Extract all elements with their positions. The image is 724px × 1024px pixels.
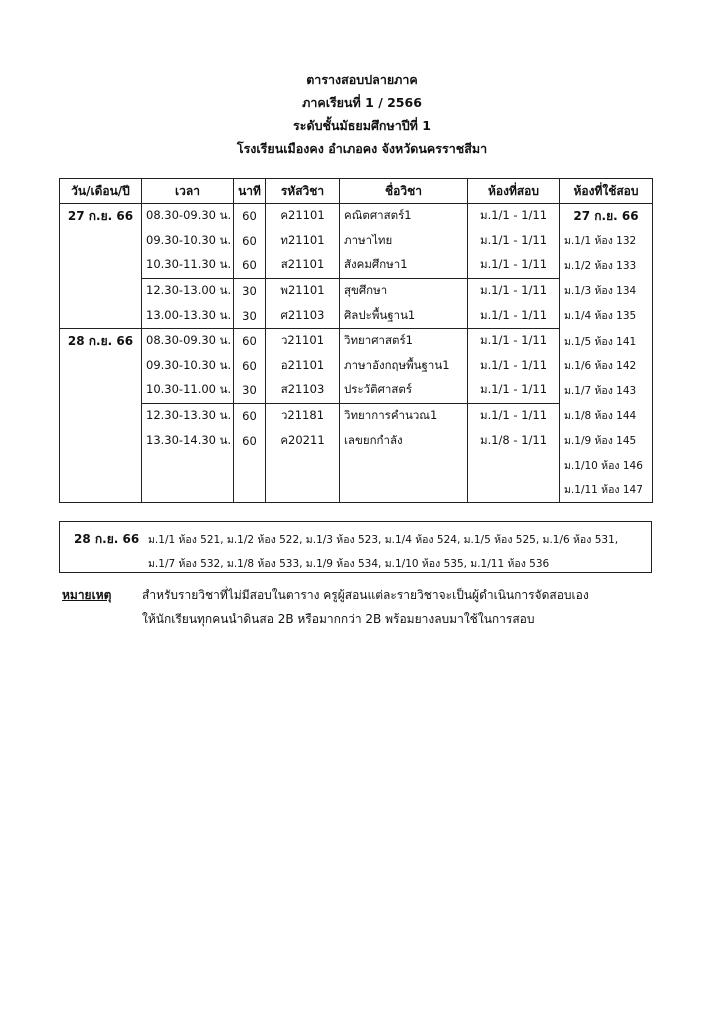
header-row — [60, 179, 653, 204]
exam-room-cell: ม.1/1 - 1/11 — [468, 229, 560, 254]
title-line-2: ภาคเรียนที่ 1 / 2566 — [302, 95, 422, 110]
subject-cell: คณิตศาสตร์1 — [340, 204, 468, 229]
exam-room-cell: ม.1/1 - 1/11 — [468, 278, 560, 303]
room-cell: ม.1/10 ห้อง 146 — [560, 453, 653, 478]
minutes-cell: 60 — [234, 229, 266, 254]
header-minutes: นาที — [234, 179, 266, 204]
room-cell: 27 ก.ย. 66 — [560, 204, 653, 229]
table-row — [60, 428, 653, 453]
subject-cell: วิทยาศาสตร์1 — [340, 328, 468, 353]
room-cell: ม.1/11 ห้อง 147 — [560, 478, 653, 503]
date-cell: 28 ก.ย. 66 — [60, 328, 142, 353]
table-row — [60, 453, 653, 478]
subject-cell: วิทยาการคำนวณ1 — [340, 403, 468, 428]
day2-rooms-box — [59, 521, 652, 573]
exam-room-cell: ม.1/1 - 1/11 — [468, 303, 560, 328]
minutes-cell: 60 — [234, 204, 266, 229]
day2-rooms-line-2: ม.1/7 ห้อง 532, ม.1/8 ห้อง 533, ม.1/9 ห้อง 534, ม.1/10 ห้อง 535, ม.1/11 ห้อง 536 — [148, 558, 550, 570]
time-cell: 09.30-10.30 น. — [142, 229, 234, 254]
subject-cell: เลขยกกำลัง — [340, 428, 468, 453]
exam-room-cell: ม.1/1 - 1/11 — [468, 378, 560, 403]
exam-room-cell: ม.1/1 - 1/11 — [468, 354, 560, 379]
time-cell: 08.30-09.30 น. — [142, 204, 234, 229]
table-row — [60, 253, 653, 278]
title-line-4: โรงเรียนเมืองคง อำเภอคง จังหวัดนครราชสีมา — [236, 141, 488, 156]
table-row — [60, 354, 653, 379]
room-cell: ม.1/9 ห้อง 145 — [560, 428, 653, 453]
minutes-cell: 60 — [234, 428, 266, 453]
time-cell: 13.30-14.30 น. — [142, 428, 234, 453]
title-line-1: ตารางสอบปลายภาค — [306, 72, 418, 87]
minutes-cell: 60 — [234, 354, 266, 379]
subject-cell: สุขศึกษา — [340, 278, 468, 303]
room-cell: ม.1/8 ห้อง 144 — [560, 403, 653, 428]
code-cell: ศ21103 — [266, 303, 340, 328]
exam-room-cell: ม.1/8 - 1/11 — [468, 428, 560, 453]
table-row — [60, 229, 653, 254]
header-exam-room: ห้องที่สอบ — [468, 179, 560, 204]
exam-room-cell: ม.1/1 - 1/11 — [468, 403, 560, 428]
subject-cell: ภาษาไทย — [340, 229, 468, 254]
subject-cell: สังคมศึกษา1 — [340, 253, 468, 278]
code-cell: พ21101 — [266, 278, 340, 303]
header-room-used: ห้องที่ใช้สอบ — [560, 179, 653, 204]
date-cell: 27 ก.ย. 66 — [60, 204, 142, 229]
table-row — [60, 204, 653, 229]
time-cell: 08.30-09.30 น. — [142, 328, 234, 353]
room-cell: ม.1/2 ห้อง 133 — [560, 253, 653, 278]
code-cell: ค20211 — [266, 428, 340, 453]
header-time: เวลา — [142, 179, 234, 204]
minutes-cell: 60 — [234, 253, 266, 278]
subject-cell: ศิลปะพื้นฐาน1 — [340, 303, 468, 328]
subject-cell: ภาษาอังกฤษพื้นฐาน1 — [340, 354, 468, 379]
header-code: รหัสวิชา — [266, 179, 340, 204]
note-line-1: สำหรับรายวิชาที่ไม่มีสอบในตาราง ครูผู้สอนแต่ละรายวิชาจะเป็นผู้ดำเนินการจัดสอบเอง — [142, 588, 589, 602]
code-cell: ค21101 — [266, 204, 340, 229]
time-cell: 12.30-13.30 น. — [142, 403, 234, 428]
note-label: หมายเหตุ — [62, 588, 112, 602]
minutes-cell: 30 — [234, 303, 266, 328]
minutes-cell: 30 — [234, 278, 266, 303]
table-row — [60, 303, 653, 328]
table-row — [60, 378, 653, 403]
code-cell: ส21103 — [266, 378, 340, 403]
exam-room-cell: ม.1/1 - 1/11 — [468, 328, 560, 353]
exam-room-cell: ม.1/1 - 1/11 — [468, 253, 560, 278]
code-cell: ส21101 — [266, 253, 340, 278]
header-subject: ชื่อวิชา — [340, 179, 468, 204]
room-cell: ม.1/5 ห้อง 141 — [560, 328, 653, 353]
exam-room-cell: ม.1/1 - 1/11 — [468, 204, 560, 229]
room-cell: ม.1/4 ห้อง 135 — [560, 303, 653, 328]
room-cell: ม.1/3 ห้อง 134 — [560, 278, 653, 303]
code-cell: ท21101 — [266, 229, 340, 254]
minutes-cell: 30 — [234, 378, 266, 403]
note-line-2: ให้นักเรียนทุกคนนำดินสอ 2B หรือมากกว่า 2B พร้อมยางลบมาใช้ในการสอบ — [142, 612, 535, 626]
code-cell: ว21181 — [266, 403, 340, 428]
subject-cell: ประวัติศาสตร์ — [340, 378, 468, 403]
minutes-cell: 60 — [234, 403, 266, 428]
title-block — [0, 68, 724, 160]
table-row — [60, 328, 653, 353]
table-row — [60, 278, 653, 303]
time-cell: 09.30-10.30 น. — [142, 354, 234, 379]
room-cell: ม.1/7 ห้อง 143 — [560, 378, 653, 403]
day2-rooms-line-1: ม.1/1 ห้อง 521, ม.1/2 ห้อง 522, ม.1/3 ห้อง 523, ม.1/4 ห้อง 524, ม.1/5 ห้อง 525, ม.1/6 ห้อง 531, — [148, 534, 619, 546]
code-cell: ว21101 — [266, 328, 340, 353]
code-cell: อ21101 — [266, 354, 340, 379]
table-row — [60, 478, 653, 503]
minutes-cell: 60 — [234, 328, 266, 353]
table-row — [60, 403, 653, 428]
title-line-3: ระดับชั้นมัธยมศึกษาปีที่ 1 — [293, 118, 431, 133]
time-cell: 12.30-13.00 น. — [142, 278, 234, 303]
room-cell: ม.1/6 ห้อง 142 — [560, 354, 653, 379]
header-date: วัน/เดือน/ปี — [60, 179, 142, 204]
time-cell: 10.30-11.00 น. — [142, 378, 234, 403]
time-cell: 10.30-11.30 น. — [142, 253, 234, 278]
schedule-table — [59, 178, 653, 503]
room-cell: ม.1/1 ห้อง 132 — [560, 229, 653, 254]
day2-date: 28 ก.ย. 66 — [74, 532, 140, 546]
time-cell: 13.00-13.30 น. — [142, 303, 234, 328]
